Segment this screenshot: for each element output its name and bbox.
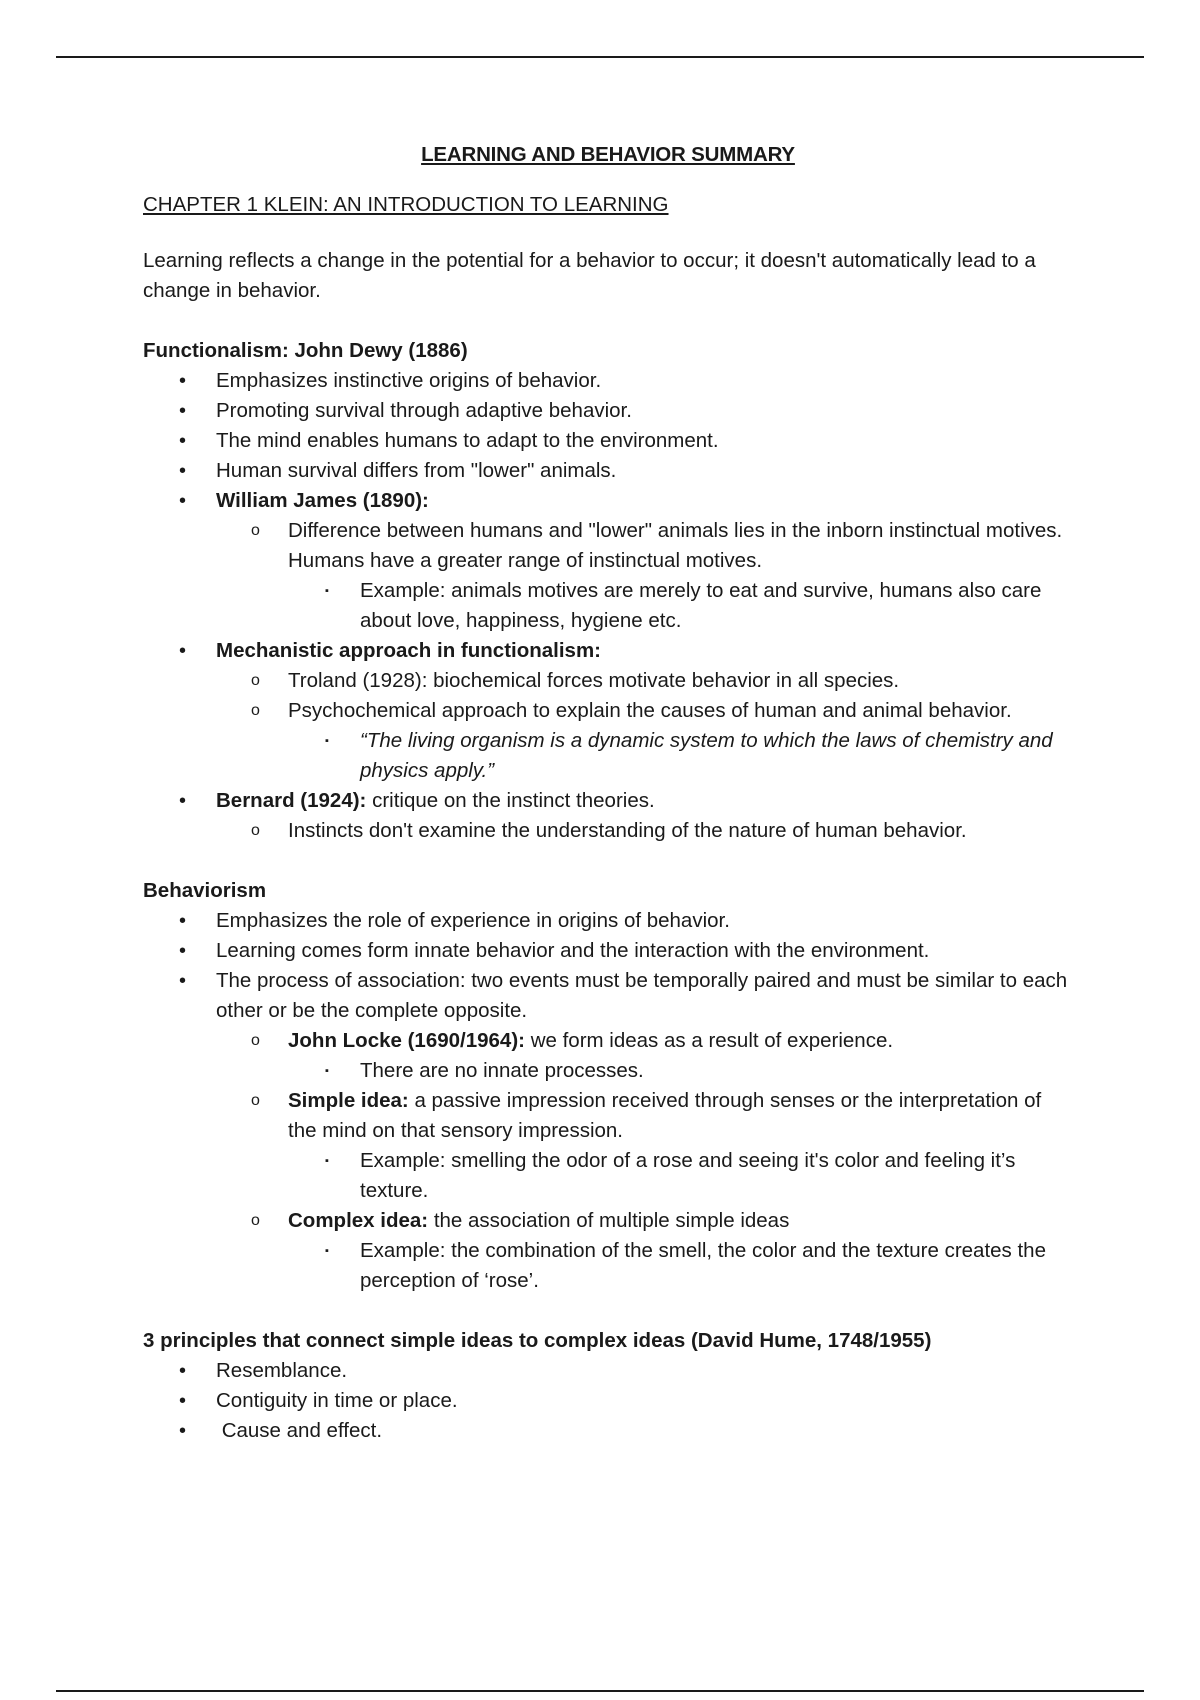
list-item — [143, 1026, 1073, 1056]
list-item-text: Instincts don't examine the understanding of the nature of human behavior. — [288, 819, 967, 842]
list-item — [143, 636, 1073, 666]
list-item-text: Cause and effect. — [216, 1419, 383, 1442]
list-item-text: critique on the instinct theories. — [366, 789, 655, 812]
section-heading-behaviorism: Behaviorism — [143, 879, 267, 902]
bullet-icon: • — [179, 1420, 187, 1442]
list-item — [143, 1146, 1073, 1206]
list-item — [143, 1416, 1073, 1446]
list-item — [143, 456, 1073, 486]
bullet-icon: • — [179, 940, 187, 962]
list-item-text: Example: smelling the odor of a rose and seeing it's color and feeling it’s texture. — [360, 1149, 1016, 1202]
list-item — [143, 396, 1073, 426]
list-item — [143, 516, 1073, 576]
list-item-label: John Locke (1690/1964): — [288, 1029, 525, 1052]
circle-bullet-icon: o — [251, 702, 260, 719]
behaviorism-list — [143, 906, 1073, 1296]
list-item-text: There are no innate processes. — [360, 1059, 644, 1082]
bullet-icon: • — [179, 910, 187, 932]
list-item — [143, 1086, 1073, 1146]
document-page — [143, 140, 1073, 1446]
square-bullet-icon: ▪ — [325, 1065, 329, 1077]
list-item — [143, 486, 1073, 516]
principles-list — [143, 1356, 1073, 1446]
list-item-text: Example: animals motives are merely to eat and survive, humans also care about love, happiness, hygiene etc. — [360, 579, 1042, 632]
bullet-icon: • — [179, 640, 187, 662]
circle-bullet-icon: o — [251, 1092, 260, 1109]
square-bullet-icon: ▪ — [325, 585, 329, 597]
list-item — [143, 1386, 1073, 1416]
bullet-icon: • — [179, 400, 187, 422]
list-item-label: Simple idea: — [288, 1089, 409, 1112]
document-title: LEARNING AND BEHAVIOR SUMMARY — [421, 143, 795, 166]
list-item — [143, 726, 1073, 786]
list-item — [143, 816, 1073, 846]
list-item-text: Troland (1928): biochemical forces motivate behavior in all species. — [288, 669, 900, 692]
list-item-text: Resemblance. — [216, 1359, 348, 1382]
list-item-text: Emphasizes the role of experience in origins of behavior. — [216, 909, 730, 932]
square-bullet-icon: ▪ — [325, 735, 329, 747]
spacer — [143, 1296, 1073, 1326]
section-heading-principles: 3 principles that connect simple ideas to complex ideas (David Hume, 1748/1955) — [143, 1329, 932, 1352]
circle-bullet-icon: o — [251, 822, 260, 839]
list-item-text: Difference between humans and "lower" animals lies in the inborn instinctual motives. Humans have a greater range of instinctual motives. — [288, 519, 1063, 572]
intro-paragraph: Learning reflects a change in the potential for a behavior to occur; it doesn't automatically lead to a change in behavior. — [143, 249, 1036, 302]
bullet-icon: • — [179, 490, 187, 512]
list-item — [143, 1236, 1073, 1296]
list-item — [143, 666, 1073, 696]
list-item — [143, 366, 1073, 396]
circle-bullet-icon: o — [251, 1212, 260, 1229]
chapter-heading: CHAPTER 1 KLEIN: AN INTRODUCTION TO LEARNING — [143, 193, 669, 216]
header-rule — [56, 56, 1144, 58]
section-heading-functionalism: Functionalism: John Dewy (1886) — [143, 339, 468, 362]
bullet-icon: • — [179, 370, 187, 392]
list-item-label: Complex idea: — [288, 1209, 429, 1232]
list-item-text: Promoting survival through adaptive behavior. — [216, 399, 632, 422]
list-item — [143, 966, 1073, 1026]
functionalism-list — [143, 366, 1073, 846]
list-item — [143, 696, 1073, 726]
list-item — [143, 1056, 1073, 1086]
list-item-text: Example: the combination of the smell, the color and the texture creates the perception of ‘rose’. — [360, 1239, 1046, 1292]
bullet-icon: • — [179, 1390, 187, 1412]
square-bullet-icon: ▪ — [325, 1155, 329, 1167]
bullet-icon: • — [179, 1360, 187, 1382]
list-item-text: Psychochemical approach to explain the causes of human and animal behavior. — [288, 699, 1012, 722]
spacer — [143, 846, 1073, 876]
list-item — [143, 426, 1073, 456]
list-item-text: the association of multiple simple ideas — [428, 1209, 790, 1232]
list-item — [143, 936, 1073, 966]
list-item-text: Contiguity in time or place. — [216, 1389, 458, 1412]
list-item — [143, 1356, 1073, 1386]
list-item-text: Human survival differs from "lower" animals. — [216, 459, 617, 482]
bullet-icon: • — [179, 430, 187, 452]
bullet-icon: • — [179, 790, 187, 812]
quote-text: “The living organism is a dynamic system to which the laws of chemistry and physics apply.” — [360, 729, 1053, 782]
list-item — [143, 1206, 1073, 1236]
list-item-label: William James (1890): — [216, 489, 429, 512]
square-bullet-icon: ▪ — [325, 1245, 329, 1257]
list-item-text: a passive impression received through senses or the interpretation of the mind on that sensory impression. — [288, 1089, 1042, 1142]
list-item-label: Mechanistic approach in functionalism: — [216, 639, 602, 662]
list-item-text: we form ideas as a result of experience. — [525, 1029, 894, 1052]
bullet-icon: • — [179, 460, 187, 482]
list-item-text: Learning comes form innate behavior and the interaction with the environment. — [216, 939, 930, 962]
list-item — [143, 906, 1073, 936]
list-item-text: Emphasizes instinctive origins of behavior. — [216, 369, 602, 392]
list-item — [143, 576, 1073, 636]
list-item-label: Bernard (1924): — [216, 789, 367, 812]
list-item-text: The mind enables humans to adapt to the environment. — [216, 429, 719, 452]
list-item-text: The process of association: two events must be temporally paired and must be similar to each other or be the complete opposite. — [216, 969, 1068, 1022]
circle-bullet-icon: o — [251, 672, 260, 689]
footer-rule — [56, 1690, 1144, 1692]
bullet-icon: • — [179, 970, 187, 992]
circle-bullet-icon: o — [251, 1032, 260, 1049]
circle-bullet-icon: o — [251, 522, 260, 539]
list-item — [143, 786, 1073, 816]
